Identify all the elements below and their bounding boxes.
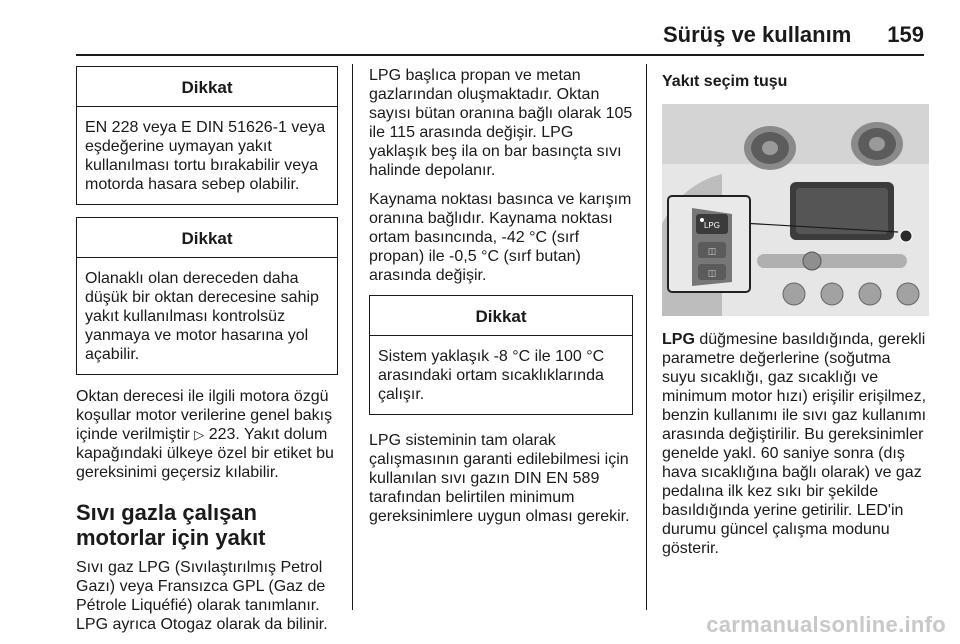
svg-text:◫: ◫ <box>707 269 717 279</box>
fuel-selector-figure <box>662 104 929 316</box>
column-divider-1 <box>352 64 353 610</box>
warning-box-temperature <box>369 295 633 415</box>
column-divider-2 <box>646 64 647 610</box>
boiling-point-paragraph: Kaynama noktası basınca ve karışım oranına bağlıdır. Kaynama noktası ortam basıncında, -42 °C (sırf propan) ile -0,5 °C (sırf butan) arasında değişir. <box>369 191 632 284</box>
fuel-selector-heading: Yakıt seçim tuşu <box>662 73 788 90</box>
svg-text:◫: ◫ <box>707 247 717 257</box>
header-rule <box>76 54 924 56</box>
watermark: carmanualsonline.info <box>706 612 946 637</box>
page-header-title: Sürüş ve kullanım <box>662 22 852 47</box>
lpg-button-paragraph: LPG düğmesine basıldığında, gerekli parametre değerlerine (soğutma suyu sıcaklığı, gaz sıcaklığı ve minimum motor hızı) erişilir erişilmez, benzin kullanımı ile sıvı gaz kullanımı arasında değiştirilir. Bu gereksinimler genelde yakl. 60 saniye sonra (dış hava sıcaklığına bağlı olarak) ve gaz pedalına ilk kez sıkı bir şekilde basıldığında yerine getirilir. LED'in durumu güncel çalışma modunu gösterir. <box>662 331 927 557</box>
air-vent-left-icon <box>744 126 796 170</box>
page-header <box>76 22 924 48</box>
warning-box-octane <box>76 217 338 375</box>
svg-text:LPG: LPG <box>703 221 721 230</box>
warning-body: Sistem yaklaşık -8 °C ile 100 °C arasındaki ortam sıcaklıklarında çalışır. <box>378 348 605 403</box>
lpg-composition-paragraph: LPG başlıca propan ve metan gazlarından oluşmaktadır. Oktan sayısı bütan oranına bağlı olarak 105 ile 115 arasında değişir. LPG yaklaşık beş ila on bar basınçta sıvı halinde depolanır. <box>369 67 633 179</box>
warning-box-fuel-standard <box>76 66 338 205</box>
lpg-definition-paragraph: Sıvı gaz LPG (Sıvılaştırılmış Petrol Gazı) veya Fransızca GPL (Gaz de Pétrole Liquéfié) olarak tanımlanır. LPG ayrıca Otogaz olarak da bilinir. <box>76 559 328 633</box>
warning-title: Dikkat <box>77 67 337 107</box>
octane-paragraph: Oktan derecesi ile ilgili motora özgü koşullar motor verilerine genel bakış içinde verilmiştir ▷ 223. Yakıt dolum kapağındaki ülkeye özel bir etiket bu gereksinimi geçersiz kılabilir. <box>76 388 334 481</box>
din-requirement-paragraph: LPG sisteminin tam olarak çalışmasının garanti edilebilmesi için kullanılan sıvı gazın DIN EN 589 tarafından belirtilen minimum gereksinimlere uygun olması gerekir. <box>369 432 630 525</box>
section-heading: Sıvı gazla çalışan motorlar için yakıt <box>76 500 266 550</box>
warning-title: Dikkat <box>370 296 632 336</box>
warning-title: Dikkat <box>77 218 337 258</box>
warning-body: EN 228 veya E DIN 51626-1 veya eşdeğerine uymayan yakıt kullanılması tortu bırakabilir veya motorda hasara sebep olabilir. <box>85 119 326 193</box>
page-number: 159 <box>887 22 924 47</box>
middle-column <box>369 66 633 536</box>
left-column <box>76 66 338 644</box>
page-reference-icon[interactable]: ▷ <box>194 427 205 442</box>
air-vent-right-icon <box>851 122 903 166</box>
right-column <box>662 66 928 568</box>
warning-body: Olanaklı olan dereceden daha düşük bir oktan derecesine sahip yakıt kullanılması kontrolsüz yanmaya ve motor hasarına yol açabilir. <box>85 270 319 363</box>
